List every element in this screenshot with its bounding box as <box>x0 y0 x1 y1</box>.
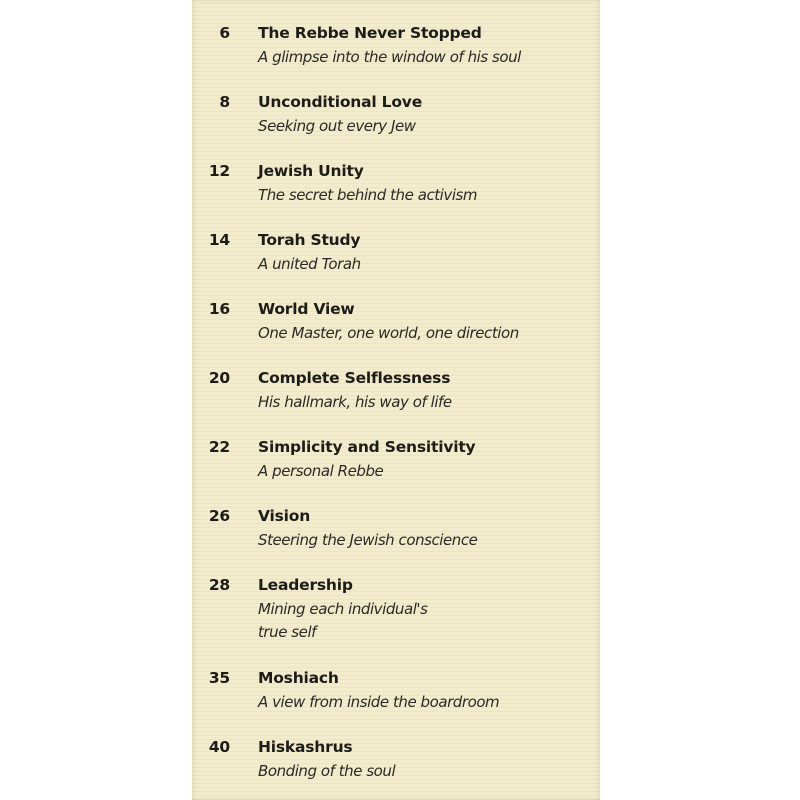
page-number: 40 <box>208 738 230 756</box>
article-subtitle: His hallmark, his way of life <box>258 393 452 411</box>
page-number: 12 <box>208 162 230 180</box>
page-number: 35 <box>208 669 230 687</box>
page-number: 26 <box>208 507 230 525</box>
article-subtitle: One Master, one world, one direction <box>258 324 519 342</box>
article-subtitle: Steering the Jewish conscience <box>258 531 478 549</box>
article-title: Vision <box>258 507 311 525</box>
article-title: Complete Selflessness <box>258 369 451 387</box>
page-number: 16 <box>208 300 230 318</box>
article-title: The Rebbe Never Stopped <box>258 24 482 42</box>
article-subtitle: A view from inside the boardroom <box>258 693 500 711</box>
article-title: Jewish Unity <box>258 162 364 180</box>
table-of-contents <box>192 0 600 800</box>
article-title: Torah Study <box>258 231 361 249</box>
article-subtitle: Seeking out every Jew <box>258 117 416 135</box>
article-subtitle: The secret behind the activism <box>258 186 478 204</box>
page-number: 6 <box>219 24 230 42</box>
page-number: 28 <box>208 576 230 594</box>
article-subtitle: A glimpse into the window of his soul <box>258 48 521 66</box>
article-subtitle: Mining each individual's true self <box>258 600 428 641</box>
article-subtitle: A personal Rebbe <box>258 462 384 480</box>
article-title: World View <box>258 300 355 318</box>
article-title: Simplicity and Sensitivity <box>258 438 476 456</box>
page-number: 22 <box>208 438 230 456</box>
page-number: 8 <box>219 93 230 111</box>
article-title: Moshiach <box>258 669 339 687</box>
article-subtitle: Bonding of the soul <box>258 762 396 780</box>
page-number: 20 <box>208 369 230 387</box>
article-title: Hiskashrus <box>258 738 353 756</box>
article-title: Leadership <box>258 576 353 594</box>
article-subtitle: A united Torah <box>258 255 361 273</box>
page-number: 14 <box>208 231 230 249</box>
article-title: Unconditional Love <box>258 93 423 111</box>
